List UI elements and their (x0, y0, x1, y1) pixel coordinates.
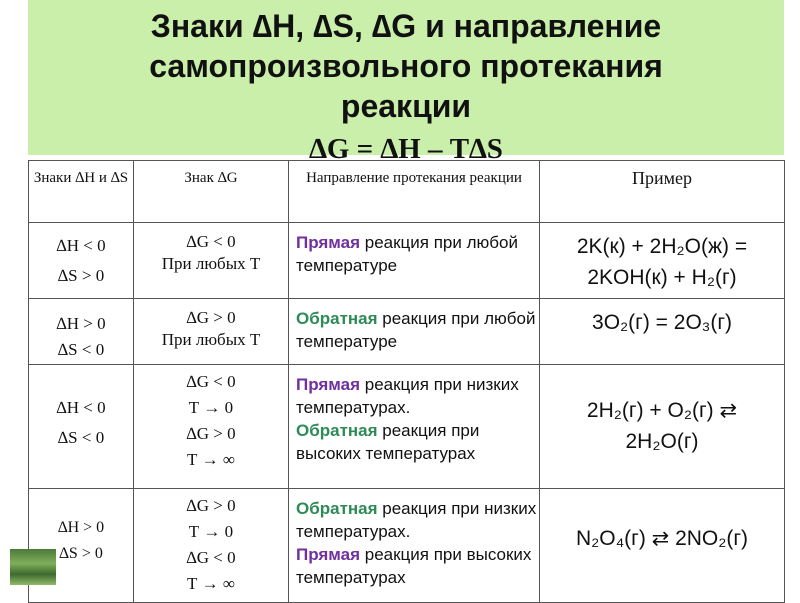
example-line: 2H₂(г) + O₂(г) ⇄ (586, 399, 738, 422)
gibbs-formula: ∆G = ∆Н – T∆S (309, 133, 503, 165)
direction-cell (289, 365, 540, 489)
example-line: 2H₂O(г) (625, 430, 699, 453)
header-example: Пример (540, 161, 785, 223)
ds-sign: ∆S > 0 (59, 545, 103, 562)
dh-sign: ∆Н > 0 (57, 519, 105, 536)
signs-cell (29, 223, 134, 299)
example-line: N₂O₄(г) ⇄ 2NO₂(г) (575, 527, 749, 550)
header-dg: Знак ∆G (134, 161, 289, 223)
example-cell (540, 299, 785, 365)
example-cell (540, 489, 785, 603)
direction-keyword: Обратная (296, 499, 378, 518)
dg-cell (134, 299, 289, 365)
example-line: 2KOH(к) + H₂(г) (587, 266, 737, 289)
dg-condition: Т → ∞ (186, 574, 235, 593)
table-row (29, 223, 785, 299)
table-row (29, 299, 785, 365)
dg-cell (134, 489, 289, 603)
dg-sign: ∆G > 0 (186, 424, 236, 443)
direction-keyword: Обратная (296, 421, 378, 440)
title-line-1: Знаки ∆Н, ∆S, ∆G и направление (150, 8, 662, 44)
direction-text: реакция при любой температуре (296, 309, 536, 351)
direction-cell (289, 489, 540, 603)
title-line-2: самопроизвольного протекания (149, 48, 663, 84)
direction-text: реакция при любой температуре (296, 233, 518, 275)
example-line: 2K(к) + 2H₂O(ж) = (576, 235, 748, 258)
dg-sign: ∆G > 0 (186, 496, 236, 515)
signs-cell (29, 489, 134, 603)
header-direction: Направление протекания реакции (289, 161, 540, 223)
dg-cell (134, 365, 289, 489)
direction-keyword: Прямая (296, 545, 361, 564)
title-line-3: реакции (340, 88, 472, 124)
table-row (29, 489, 785, 603)
signs-cell (29, 365, 134, 489)
direction-cell (289, 299, 540, 365)
direction-keyword: Прямая (296, 375, 361, 394)
dg-sign: ∆G < 0 (186, 548, 236, 567)
direction-keyword: Прямая (296, 233, 361, 252)
table-row (29, 365, 785, 489)
dg-condition: Т → 0 (188, 522, 234, 541)
ds-sign: ∆S > 0 (57, 266, 105, 285)
dh-sign: ∆Н < 0 (56, 398, 106, 417)
slide-title (28, 6, 784, 126)
dh-sign: ∆Н < 0 (56, 236, 106, 255)
dg-condition: Т → ∞ (186, 450, 235, 469)
direction-text: реакция при высоких температурах (296, 545, 532, 587)
direction-text: реакция при низких температурах. (296, 375, 519, 417)
header-signs: Знаки ∆Н и ∆S (29, 161, 134, 223)
dg-cell (134, 223, 289, 299)
signs-cell (29, 299, 134, 365)
thermo-table (28, 160, 785, 603)
direction-text: реакция при низких температурах. (296, 499, 537, 541)
dg-condition: При любых Т (161, 330, 261, 349)
dh-sign: ∆Н > 0 (56, 314, 106, 333)
dg-sign: ∆G < 0 (186, 232, 236, 251)
example-line: 3O₂(г) = 2O₃(г) (592, 311, 732, 334)
dg-condition: При любых Т (161, 254, 261, 273)
ds-sign: ∆S < 0 (57, 340, 105, 359)
direction-keyword: Обратная (296, 309, 378, 328)
dg-sign: ∆G > 0 (186, 308, 236, 327)
table-header-row (29, 161, 785, 223)
example-cell (540, 223, 785, 299)
dg-sign: ∆G < 0 (186, 372, 236, 391)
ds-sign: ∆S < 0 (57, 428, 105, 447)
direction-cell (289, 223, 540, 299)
dg-condition: Т → 0 (188, 398, 234, 417)
thumbnail-image (10, 549, 56, 585)
example-cell (540, 365, 785, 489)
direction-text: реакция при высоких температурах (296, 421, 480, 463)
